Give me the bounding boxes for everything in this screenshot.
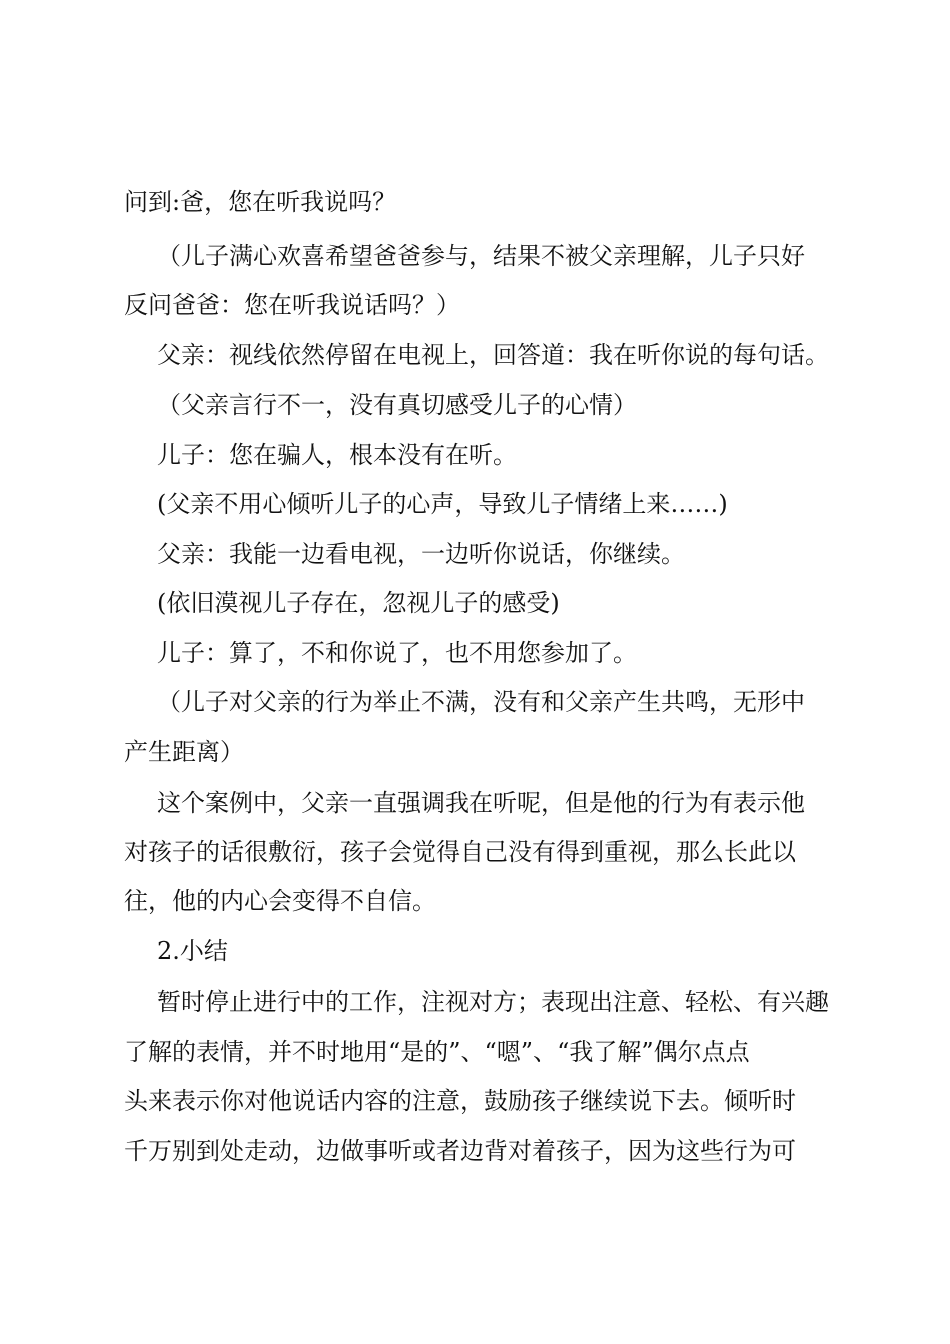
text-line: （儿子对父亲的行为举止不满，没有和父亲产生共鸣，无形中 (157, 688, 805, 716)
text-line: 头来表示你对他说话内容的注意，鼓励孩子继续说下去。倾听时 (124, 1087, 796, 1115)
text-line: 产生距离） (124, 738, 244, 766)
text-line: 了解的表情，并不时地用“是的”、“嗯”、“我了解”偶尔点点 (124, 1038, 750, 1066)
text-line: 父亲：我能一边看电视，一边听你说话，你继续。 (157, 540, 685, 568)
text-line: 反问爸爸：您在听我说话吗？） (124, 291, 460, 319)
text-line: 父亲：视线依然停留在电视上，回答道：我在听你说的每句话。 (157, 341, 829, 369)
text-line: 千万别到处走动，边做事听或者边背对着孩子，因为这些行为可 (124, 1137, 796, 1165)
text-line: 问到:爸，您在听我说吗？ (124, 188, 397, 216)
text-line: 暂时停止进行中的工作，注视对方；表现出注意、轻松、有兴趣 (157, 988, 829, 1016)
text-line: （儿子满心欢喜希望爸爸参与，结果不被父亲理解，儿子只好 (157, 242, 805, 270)
text-line: （父亲言行不一，没有真切感受儿子的心情） (157, 391, 637, 419)
section-heading: 2.小结 (157, 937, 228, 965)
text-line: (依旧漠视儿子存在，忽视儿子的感受) (157, 589, 560, 617)
text-line: (父亲不用心倾听儿子的心声，导致儿子情绪上来……) (157, 490, 728, 518)
text-line: 往，他的内心会变得不自信。 (124, 887, 436, 915)
text-line: 这个案例中，父亲一直强调我在听呢，但是他的行为有表示他 (157, 789, 805, 817)
text-line: 儿子：算了，不和你说了，也不用您参加了。 (157, 639, 637, 667)
text-line: 儿子：您在骗人，根本没有在听。 (157, 441, 517, 469)
text-line: 对孩子的话很敷衍，孩子会觉得自己没有得到重视，那么长此以 (124, 838, 796, 866)
